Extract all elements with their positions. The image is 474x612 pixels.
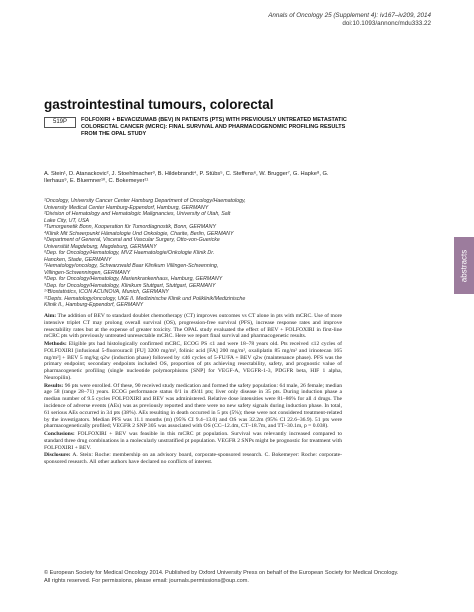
affiliation-line: ⁶Dep. for Oncology/Hematology, MVZ Haematologie/Onkologie Klinik Dr. [44,250,215,256]
affiliation-line: ⁹Dep. for Oncology/Hematology, Klinikum Stuttgart, Stuttgart, GERMANY [44,282,216,289]
paragraph-text: 96 pts were enrolled. Of these, 90 received study medication and formed the safety population: 64 male, 26 female; median age 58 (range 28–71) years. ECOG performance status 0/1 in 49/41 pts; liver only disease in 35 pts. During induction phase a median number of 9.5 cycles FOLFOXIRI and BEV was administered. Relative dose intensities were 81–86% for all 4 drugs. The incidence of adverse events (AEs) was as previously reported and there were no new safety signals during induction phase. In total, 61 serious AEs occurred in 34 pts (38%). AEs resulting in death occurred in 5 pts (5%); these were not considered treatment-related by the investigators. Median PFS was 11.1 months (m) (95% CI 9.4–13.0) and OS was 32.2m (95% CI 22.6–36.9). 51 pts were pharmacogenetically profiled; VEGFR 2 SNP 305 was associated with OS (CC–12.4m, CT–18.7m, and TT–30.1m, p = 0.038). [44,382,342,430]
paragraph-aim [44,313,342,340]
paragraph-conclusions [44,431,342,451]
affiliation-line: ³Tumorgenetik Bonn, Kooperation für Tumordiagnostik, Bonn, GERMANY [44,224,217,230]
side-tab-label: abstracts [459,249,469,282]
paragraph-disclosure [44,452,342,466]
paragraph-text: A. Stein: Roche: membership on an advisory board, corporate-sponsored research. C. Bokemeyer: Roche: corporate-sponsored research. All other authors have declared no conflicts of interest. [44,452,342,465]
affiliation-line: ⁵Department of General, Visceral and Vascular Surgery, Otto-von-Guericke [44,237,220,243]
abstract-number-box: 519P [44,117,76,128]
affiliation-line: Hancken, Stade, GERMANY [44,256,112,263]
paragraph-label: Results: [44,382,64,389]
affiliation-list [44,198,329,309]
affiliation-line: ¹Oncology, University Cancer Center Hamburg Department of Oncology/Haematology, [44,198,246,204]
affiliation-line: ²Division of Hematology and Hematologic Malignancies, University of Utah, Salt [44,211,231,217]
affiliation-line: University Medical Center Hamburg-Eppendorf, Hamburg, GERMANY [44,204,209,211]
section-title: gastrointestinal tumours, colorectal [44,97,274,112]
journal-doi: doi:10.1093/annonc/mdu333.22 [342,20,431,27]
affiliation-line: Lake City, UT, USA [44,217,90,224]
paragraph-label: Conclusions: [44,430,75,437]
affiliation-line: ⁴Klinik Mit Schwerpunkt Hämatologie Und Onkologie, Charite, Berlin, GERMANY [44,230,234,237]
abstract-header [44,117,434,138]
paragraph-methods [44,341,342,382]
copyright-footer [44,569,444,585]
abstract-title: FOLFOXIRI + BEVACIZUMAB (BEV) IN PATIENTS (PTS) WITH PREVIOUSLY UNTREATED METASTATIC COLORECTAL CANCER (MCRC): FINAL SURVIVAL AND PHARMACOGENOMIC PROFILING RESULTS FROM THE OPAL STUDY [81,117,347,138]
affiliation-line: Klinik II., Hamburg-Eppendorf, GERMANY [44,302,144,308]
author-list: A. Stein¹, D. Atanackovic², J. Stoehlmacher³, B. Hildebrandt⁴, P. Stübs⁵, C. Steffens⁶, W. Brugger⁷, G. Hapke⁸, G. Ilerhaus⁹, E. Bluemner¹⁰, C. Bokemeyer¹¹ [44,171,329,185]
paragraph-results [44,383,342,431]
paragraph-text: The addition of BEV to standard doublet chemotherapy (CT) improves outcomes vs CT alone in pts with mCRC. Use of more intensive triplet CT may prolong overall survival (OS), progression-free survival (PFS), increase response rates and improve resectability rates but at the expense of greater toxicity. The OPAL study evaluated the effect of BEV + FOLFOXIRI in first-line mCRC pts with previously untreated unresectable mCRC. Here we report final survival and pharmacogenetic results. [44,313,342,340]
paragraph-label: Methods: [44,340,67,347]
journal-volume-line: Annals of Oncology 25 (Supplement 4): iv167–iv209, 2014 [268,12,431,19]
affiliation-line: Universität Magdeburg, Magdeburg, GERMANY [44,243,157,250]
affiliation-line: Villingen-Schwenningen, GERMANY [44,269,131,276]
affiliation-line: ⁷Hematology/oncology, Schwarzwald Baar Klinikum Villingen-Schwenning, [44,263,219,269]
paragraph-text: FOLFOXIRI + BEV was feasible in this mCRC pt population. Survival was relevantly increased compared to standard three drug combinations in a molecularly unstratified pt population. VEGFR 2 SNPs might be prognostic for treatment with FOLFOXIRI + BEV. [44,430,342,451]
footer-copyright-line: © European Society for Medical Oncology 2014. Published by Oxford University Press on behalf of the European Society for Medical Oncology. [44,570,399,576]
affiliation-line: ¹¹Depts. Hematology/oncology, UKE II. Medizinische Klinik und Poliklinik/Medizinische [44,295,246,302]
abstracts-side-tab [454,237,474,294]
paragraph-label: Aim: [44,313,57,319]
footer-permissions-line: All rights reserved. For permissions, please email: journals.permissions@oup.com. [44,578,249,584]
abstract-body [44,313,342,467]
journal-citation [268,12,431,28]
paragraph-text: Eligible pts had histologically confirmed mCRC, ECOG PS ≤1 and were 18–78 years old. Pts received ≤12 cycles of FOLFOXIRI [infusional 5-fluorouracil [FU] 3200 mg/m², folinic acid [FA] 200 mg/m², oxaliplatin 85 mg/m² and irinotecan 165 mg/m²] + BEV 5 mg/kg q2w (induction phase) followed by ≤46 cycles of 5-FU/FA + BEV q2w (maintenance phase). PFS was the primary endpoint; secondary endpoints included OS, proportion of pts achieving resectability, safety, and prognostic value of pharmacogenetic profiling (single nucleotide polymorphisms [SNP] for VEGF-A, VEGFR-1-3, PDGFR beta, HIF 1 alpha, Neuropilin). [44,340,343,381]
paragraph-label: Disclosure: [44,452,71,459]
affiliation-line: ⁸Dep. for Oncology/Hematology, Marienkrankenhaus, Hamburg, GERMANY [44,276,223,282]
affiliation-line: ¹⁰Biostatistics, ICON ACUNOVA, Munich, GERMANY [44,289,169,295]
